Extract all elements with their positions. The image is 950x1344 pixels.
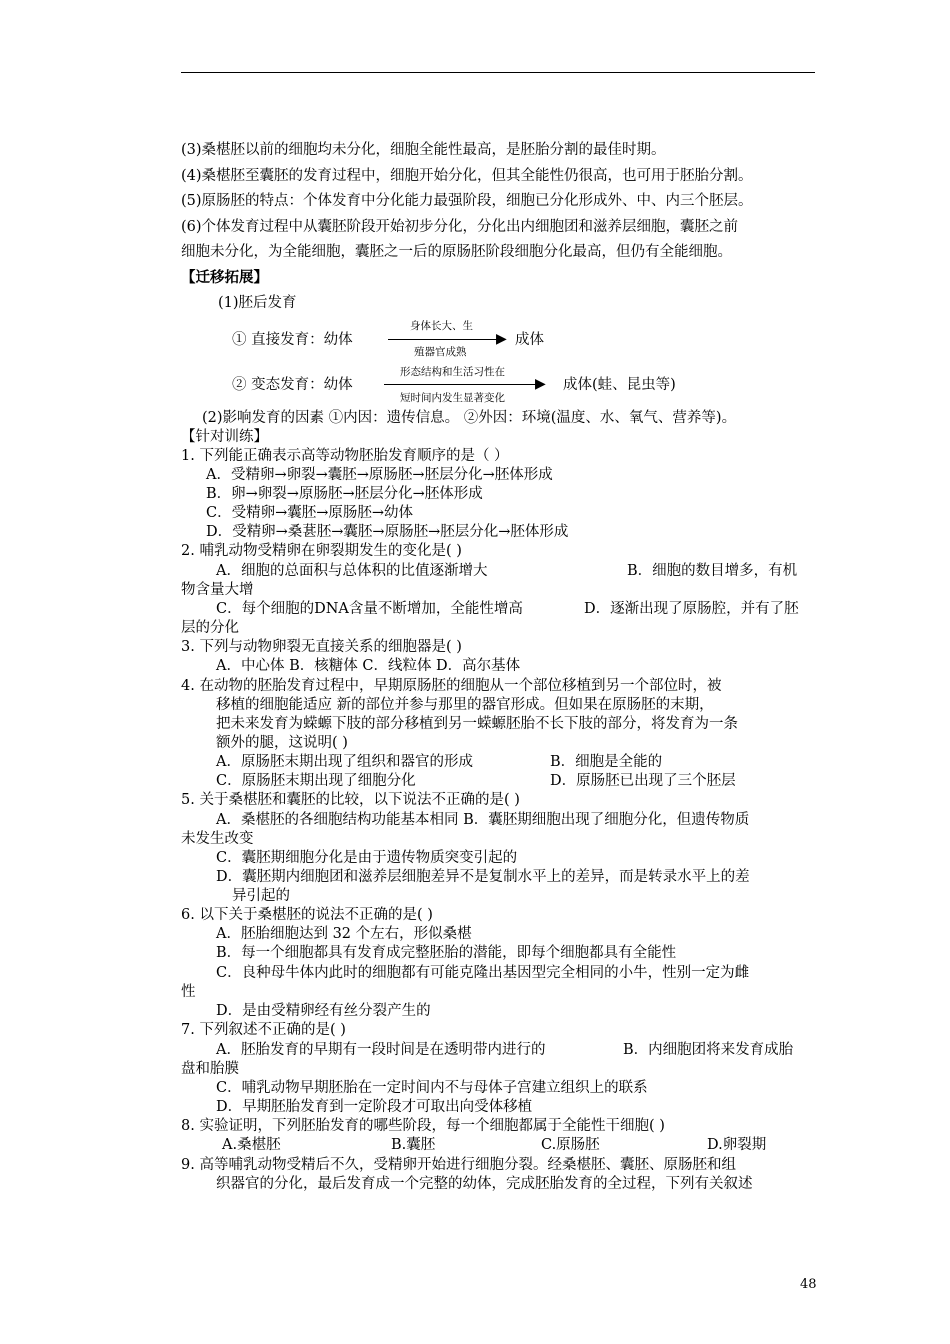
question-1-option-a: A．受精卵→卵裂→囊胚→原肠胚→胚层分化→胚体形成 xyxy=(206,467,553,483)
question-5-option-d-cont: 异引起的 xyxy=(232,888,290,904)
question-3: 3. 下列与动物卵裂无直接关系的细胞器是( ) xyxy=(181,639,462,655)
question-1-option-b: B．卵→卵裂→原肠胚→胚层分化→胚体形成 xyxy=(206,486,483,502)
header-rule xyxy=(181,72,815,73)
question-9-line-2: 织器官的分化，最后发育成一个完整的幼体，完成胚胎发育的全过程，下列有关叙述 xyxy=(216,1176,753,1192)
question-5-option-d: D．囊胚期内细胞团和滋养层细胞差异不是复制水平上的差异，而是转录水平上的差 xyxy=(216,869,750,885)
question-4-line-3: 把未来发育为蝾螈下肢的部分移植到另一蝾螈胚胎不长下肢的部分，将发育为一条 xyxy=(216,716,738,732)
question-4: 4. 在动物的胚胎发育过程中，早期原肠胚的细胞从一个部位移植到另一个部位时，被 xyxy=(181,678,722,694)
question-7: 7. 下列叙述不正确的是( ) xyxy=(181,1022,346,1038)
note-5: (5)原肠胚的特点：个体发育中分化能力最强阶段，细胞已分化形成外、中、内三个胚层。 xyxy=(181,193,753,209)
question-7-option-a: A．胚胎发育的早期有一段时间是在透明带内进行的 xyxy=(216,1042,546,1058)
training-heading: 【针对训练】 xyxy=(181,429,268,445)
direct-condition-above: 身体长大、生 xyxy=(410,320,473,332)
question-2-option-b-cont: 物含量大增 xyxy=(181,582,254,598)
question-6-option-c: C．良种母牛体内此时的细胞都有可能克隆出基因型完全相同的小牛，性别一定为雌 xyxy=(216,965,750,981)
question-7-option-b: B．内细胞团将来发育成胎 xyxy=(623,1042,794,1058)
question-5-options-ab: A．桑椹胚的各细胞结构功能基本相同 B．囊胚期细胞出现了细胞分化，但遗传物质 xyxy=(216,812,750,828)
direct-arrow xyxy=(388,339,500,340)
question-8-option-b: B.囊胚 xyxy=(391,1137,436,1153)
page-number: 48 xyxy=(800,1277,817,1292)
question-7-option-c: C．哺乳动物早期胚胎在一定时间内不与母体子宫建立组织上的联系 xyxy=(216,1080,648,1096)
question-3-options: A．中心体 B．核糖体 C．线粒体 D．高尔基体 xyxy=(216,658,521,674)
question-4-option-c: C．原肠胚末期出现了细胞分化 xyxy=(216,773,416,789)
question-1: 1. 下列能正确表示高等动物胚胎发育顺序的是（ ） xyxy=(181,448,509,464)
question-4-line-4: 额外的腿，这说明( ) xyxy=(216,735,348,751)
extension-heading: 【迁移拓展】 xyxy=(181,269,268,286)
question-2-option-d-cont: 层的分化 xyxy=(181,620,239,636)
meta-condition-above: 形态结构和生活习性在 xyxy=(400,366,505,378)
extension-sub2: (2)影响发育的因素 ①内因：遗传信息。 ②外因：环境(温度、水、氧气、营养等)。 xyxy=(202,410,737,426)
question-2-option-b: B．细胞的数目增多，有机 xyxy=(627,563,798,579)
note-6: (6)个体发育过程中从囊胚阶段开始初步分化，分化出内细胞团和滋养层细胞，囊胚之前 xyxy=(181,219,739,235)
meta-arrow xyxy=(384,384,538,385)
question-9: 9. 高等哺乳动物受精后不久，受精卵开始进行细胞分裂。经桑椹胚、囊胚、原肠胚和组 xyxy=(181,1157,736,1173)
direct-label: ① 直接发育：幼体 xyxy=(232,332,353,348)
direct-condition-below: 殖器官成熟 xyxy=(414,346,467,358)
question-4-line-2: 移植的细胞能适应 新的部位并参与那里的器官形成。但如果在原肠胚的末期， xyxy=(216,697,714,713)
question-8-option-d: D.卵裂期 xyxy=(707,1137,767,1153)
note-4: (4)桑椹胚至囊胚的发育过程中，细胞开始分化，但其全能性仍很高，也可用于胚胎分割。 xyxy=(181,168,753,184)
question-1-option-c: C．受精卵→囊胚→原肠胚→幼体 xyxy=(206,505,414,521)
question-2-option-c: C．每个细胞的DNA含量不断增加，全能性增高 xyxy=(216,601,523,617)
note-3: (3)桑椹胚以前的细胞均未分化，细胞全能性最高，是胚胎分割的最佳时期。 xyxy=(181,142,666,158)
meta-result: 成体(蛙、昆虫等) xyxy=(563,377,676,393)
meta-label: ② 变态发育：幼体 xyxy=(232,377,353,393)
extension-sub1: (1)胚后发育 xyxy=(218,295,297,311)
question-5-option-c: C．囊胚期细胞分化是由于遗传物质突变引起的 xyxy=(216,850,518,866)
question-8: 8. 实验证明，下列胚胎发育的哪些阶段，每一个细胞都属于全能性干细胞( ) xyxy=(181,1118,665,1134)
question-7-option-d: D．早期胚胎发育到一定阶段才可取出向受体移植 xyxy=(216,1099,533,1115)
question-1-option-d: D．受精卵→桑葚胚→囊胚→原肠胚→胚层分化→胚体形成 xyxy=(206,524,569,540)
question-5: 5. 关于桑椹胚和囊胚的比较，以下说法不正确的是( ) xyxy=(181,792,520,808)
meta-condition-below: 短时间内发生显著变化 xyxy=(400,392,505,404)
question-8-option-a: A.桑椹胚 xyxy=(222,1137,281,1153)
question-2-option-d: D．逐渐出现了原肠腔，并有了胚 xyxy=(584,601,799,617)
question-6-option-b: B．每一个细胞都具有发育成完整胚胎的潜能，即每个细胞都具有全能性 xyxy=(216,945,677,961)
question-4-option-a: A．原肠胚末期出现了组织和器官的形成 xyxy=(216,754,473,770)
question-7-option-b-cont: 盘和胎膜 xyxy=(181,1061,239,1077)
question-4-option-d: D．原肠胚已出现了三个胚层 xyxy=(550,773,736,789)
question-6: 6. 以下关于桑椹胚的说法不正确的是( ) xyxy=(181,907,433,923)
question-6-option-c-cont: 性 xyxy=(181,984,196,1000)
question-6-option-d: D．是由受精卵经有丝分裂产生的 xyxy=(216,1003,431,1019)
meta-arrow-head-icon: ▶ xyxy=(535,376,546,392)
question-6-option-a: A．胚胎细胞达到 32 个左右，形似桑椹 xyxy=(216,926,472,942)
direct-arrow-head-icon: ▶ xyxy=(496,331,507,347)
note-6-cont: 细胞未分化，为全能细胞，囊胚之一后的原肠胚阶段细胞分化最高，但仍有全能细胞。 xyxy=(181,244,732,260)
direct-result: 成体 xyxy=(515,332,544,348)
question-2-option-a: A．细胞的总面积与总体积的比值逐渐增大 xyxy=(216,563,488,579)
question-4-option-b: B．细胞是全能的 xyxy=(550,754,663,770)
question-2: 2. 哺乳动物受精卵在卵裂期发生的变化是( ) xyxy=(181,543,462,559)
question-8-option-c: C.原肠胚 xyxy=(541,1137,600,1153)
question-5-options-ab-cont: 未发生改变 xyxy=(181,831,254,847)
